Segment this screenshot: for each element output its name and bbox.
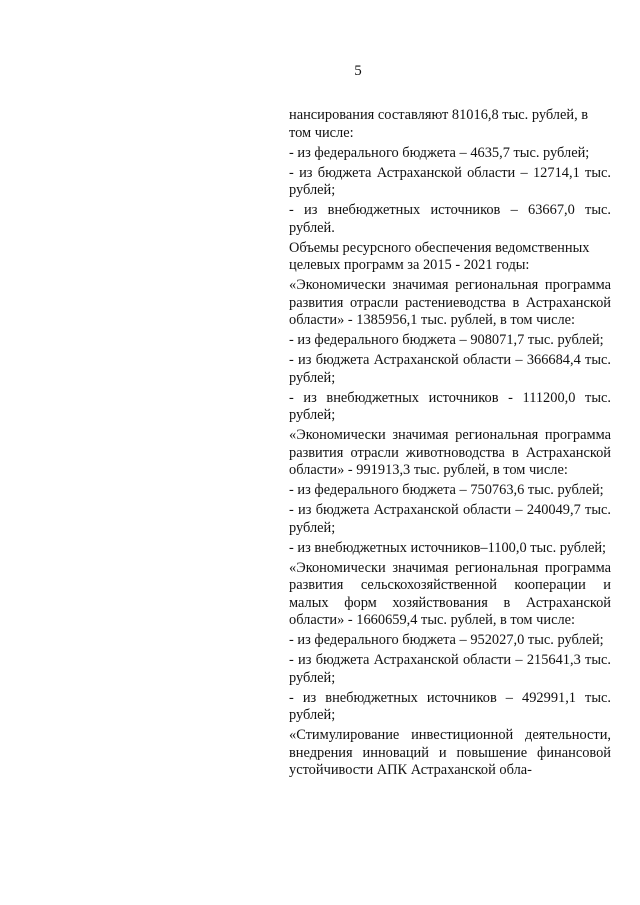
paragraph-crop-regional: - из бюджета Астраханской области – 366684,4 тыс. рублей; <box>289 352 611 386</box>
paragraph-regional-budget: - из бюджета Астраханской области – 12714,1 тыс. рублей; <box>289 164 611 198</box>
document-body <box>289 107 611 782</box>
paragraph-cooperation-extrabudgetary: - из внебюджетных источников – 492991,1 тыс. рублей; <box>289 689 611 723</box>
paragraph-livestock-extrabudgetary: - из внебюджетных источников–1100,0 тыс. рублей; <box>289 539 607 556</box>
paragraph-livestock-federal: - из федерального бюджета – 750763,6 тыс. рублей; <box>289 482 604 498</box>
paragraph-livestock-program: «Экономически значимая региональная программа развития отрасли животноводства в Астраханской области» - 991913,3 тыс. рублей, в том числе: <box>289 427 611 478</box>
paragraph-crop-federal: - из федерального бюджета – 908071,7 тыс. рублей; <box>289 332 604 348</box>
paragraph-crop-program: «Экономически значимая региональная программа развития отрасли растениеводства в Астраханской области» - 1385956,1 тыс. рублей, в том числе: <box>289 277 611 328</box>
page-number: 5 <box>354 63 362 79</box>
paragraph-crop-extrabudgetary: - из внебюджетных источников - 111200,0 тыс. рублей; <box>289 389 611 423</box>
paragraph-investment-program: «Стимулирование инвестиционной деятельности, внедрения инноваций и повышение финансовой устойчивости АПК Астраханской обла- <box>289 727 611 778</box>
paragraph-funding-total: нансирования составляют 81016,8 тыс. рублей, в том числе: <box>289 107 589 141</box>
paragraph-federal-budget: - из федерального бюджета – 4635,7 тыс. рублей; <box>289 144 590 161</box>
paragraph-cooperation-regional: - из бюджета Астраханской области – 215641,3 тыс. рублей; <box>289 652 611 686</box>
paragraph-cooperation-federal: - из федерального бюджета – 952027,0 тыс. рублей; <box>289 632 604 648</box>
paragraph-departmental-programs-intro: Объемы ресурсного обеспечения ведомственных целевых программ за 2015 - 2021 годы: <box>289 239 590 273</box>
paragraph-cooperation-program: «Экономически значимая региональная программа развития сельскохозяйственной кооперации и малых форм хозяйствования в Астраханской области» - 1660659,4 тыс. рублей, в том числе: <box>289 559 611 628</box>
paragraph-extrabudgetary: - из внебюджетных источников – 63667,0 тыс. рублей. <box>289 202 611 236</box>
paragraph-livestock-regional: - из бюджета Астраханской области – 240049,7 тыс. рублей; <box>289 502 611 536</box>
